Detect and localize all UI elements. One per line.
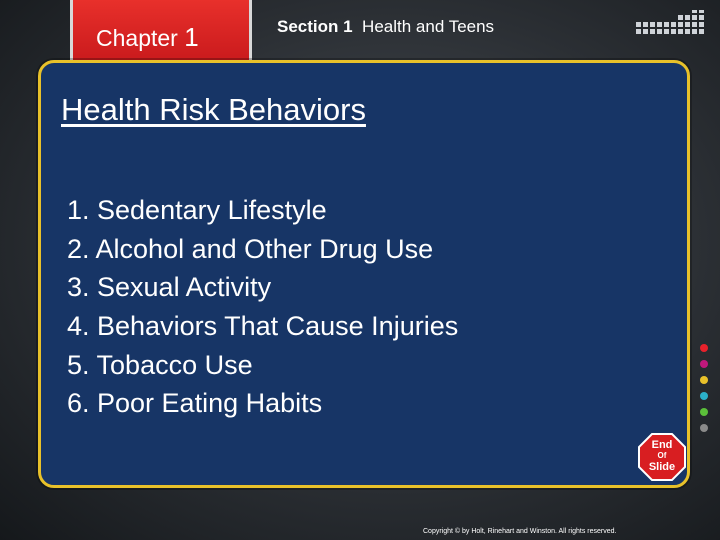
green-dot	[700, 408, 708, 416]
magenta-dot	[700, 360, 708, 368]
section-header	[277, 17, 494, 37]
end-label: End	[651, 439, 673, 451]
slide-title: Health Risk Behaviors	[61, 92, 366, 127]
risk-behaviors-list	[67, 193, 458, 425]
gray-dot	[700, 424, 708, 432]
of-label: Of	[657, 451, 667, 460]
list-item: 4. Behaviors That Cause Injuries	[67, 311, 459, 342]
section-title: Health and Teens	[362, 17, 495, 36]
dot-grid-decoration	[636, 10, 710, 40]
end-of-slide-button[interactable]	[638, 433, 686, 481]
chapter-text: Chapter	[96, 25, 178, 51]
slide-label: Slide	[648, 461, 676, 473]
list-item: 1. Sedentary Lifestyle	[67, 195, 327, 225]
copyright-text: Copyright © by Holt, Rinehart and Winston. All rights reserved.	[423, 528, 617, 535]
chapter-number: 1	[184, 22, 199, 52]
list-item: 5. Tobacco Use	[67, 349, 253, 380]
section-number: Section 1	[277, 17, 353, 36]
chapter-label	[96, 22, 199, 53]
yellow-dot	[700, 376, 708, 384]
teal-dot	[700, 392, 708, 400]
list-item: 6. Poor Eating Habits	[67, 388, 323, 419]
red-dot	[700, 344, 708, 352]
list-item: 2. Alcohol and Other Drug Use	[67, 233, 434, 264]
list-item: 3. Sexual Activity	[67, 272, 272, 303]
side-dots-decoration	[700, 344, 710, 440]
